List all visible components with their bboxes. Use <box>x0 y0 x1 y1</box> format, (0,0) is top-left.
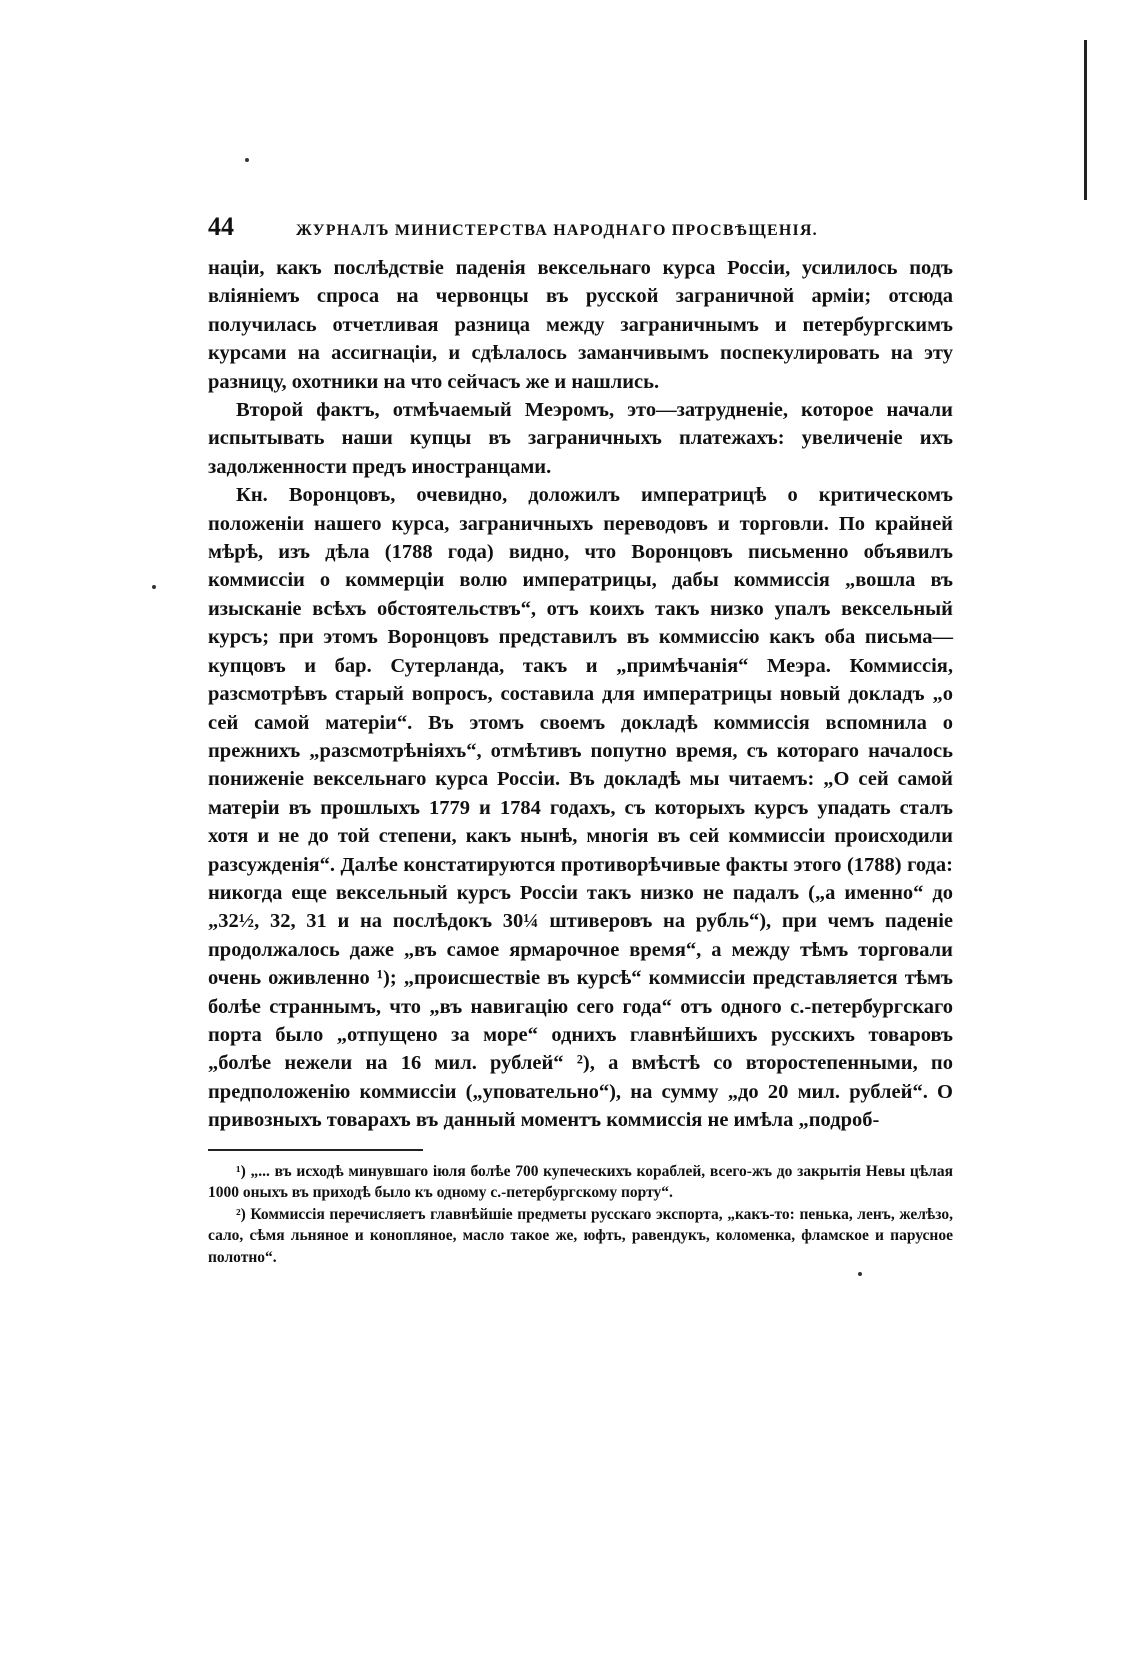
footnote-divider <box>208 1149 423 1151</box>
running-head <box>208 212 953 242</box>
body-text <box>208 254 953 1135</box>
page-number: 44 <box>208 212 234 241</box>
paragraph: Второй фактъ, отмѣчаемый Меэромъ, это—затрудненіе, которое начали испытывать наши купцы въ заграничныхъ платежахъ: увеличеніе ихъ задолженности предъ иностранцами. <box>208 399 953 478</box>
paragraph: націи, какъ послѣдствіе паденія вексельнаго курса Россіи, усилилось подъ вліяніемъ спроса на червонцы въ русской заграничной арміи; отсюда получилась отчетливая разница между заграничнымъ и петербургскимъ курсами на ассигнаціи, и сдѣлалось заманчивымъ поспекулировать на эту разницу, охотники на что сейчасъ же и нашлись. <box>208 257 953 393</box>
footnotes <box>208 1161 953 1269</box>
document-page <box>208 212 953 1268</box>
footnote: ¹) „... въ исходѣ минувшаго іюля болѣе 700 купеческихъ кораблей, всего-жъ до закрытія Невы цѣлая 1000 оныхъ въ приходѣ было къ одному с.-петербургскому порту“. <box>208 1162 953 1202</box>
footnote: ²) Коммиссія перечисляетъ главнѣйшіе предметы русскаго экспорта, „какъ-то: пенька, ленъ, желѣзо, сало, сѣмя льняное и конопляное, масло такое же, юфть, равендукъ, коломенка, фламское и парусное полотно“. <box>208 1205 953 1266</box>
scan-speck <box>245 158 249 162</box>
scan-speck <box>858 1272 862 1276</box>
scan-speck <box>152 585 156 589</box>
journal-title: ЖУРНАЛЪ МИНИСТЕРСТВА НАРОДНАГО ПРОСВѢЩЕНІЯ. <box>296 222 818 239</box>
scan-edge-line <box>1084 40 1087 200</box>
paragraph: Кн. Воронцовъ, очевидно, доложилъ императрицѣ о критическомъ положеніи нашего курса, заграничныхъ переводовъ и торговли. По крайней мѣрѣ, изъ дѣла (1788 года) видно, что Воронцовъ письменно объявилъ коммиссіи о коммерціи волю императрицы, дабы коммиссія „вошла въ изысканіе всѣхъ обстоятельствъ“, отъ коихъ такъ низко упалъ вексельный курсъ; при этомъ Воронцовъ представилъ въ коммиссію какъ оба письма—купцовъ и бар. Сутерланда, такъ и „примѣчанія“ Меэра. Коммиссія, разсмотрѣвъ старый вопросъ, составила для императрицы новый докладъ „о сей самой матеріи“. Въ этомъ своемъ докладѣ коммиссія вспомнила о прежнихъ „разсмотрѣніяхъ“, отмѣтивъ попутно время, съ котораго началось пониженіе вексельнаго курса Россіи. Въ докладѣ мы читаемъ: „О сей самой матеріи въ прошлыхъ 1779 и 1784 годахъ, съ которыхъ курсъ упадать сталъ хотя и не до той степени, какъ нынѣ, многія въ сей коммиссіи происходили разсужденія“. Далѣе констатируются противорѣчивые факты этого (1788) года: никогда еще вексельный курсъ Россіи такъ низко не падалъ („а именно“ до „32½, 32, 31 и на послѣдокъ 30¼ штиверовъ на рубль“), при чемъ паденіе продолжалось даже „въ самое ярмарочное время“, а между тѣмъ торговали очень оживленно ¹); „происшествіе въ курсѣ“ коммиссіи представляется тѣмъ болѣе страннымъ, что „въ навигацію сего года“ отъ одного с.-петербургскаго порта было „отпущено за море“ однихъ главнѣйшихъ русскихъ товаровъ „болѣе нежели на 16 мил. рублей“ ²), а вмѣстѣ со второстепенными, по предположенію коммиссіи („уповательно“), на сумму „до 20 мил. рублей“. О привозныхъ товарахъ въ данный моментъ коммиссія не имѣла „подроб- <box>208 484 953 1132</box>
